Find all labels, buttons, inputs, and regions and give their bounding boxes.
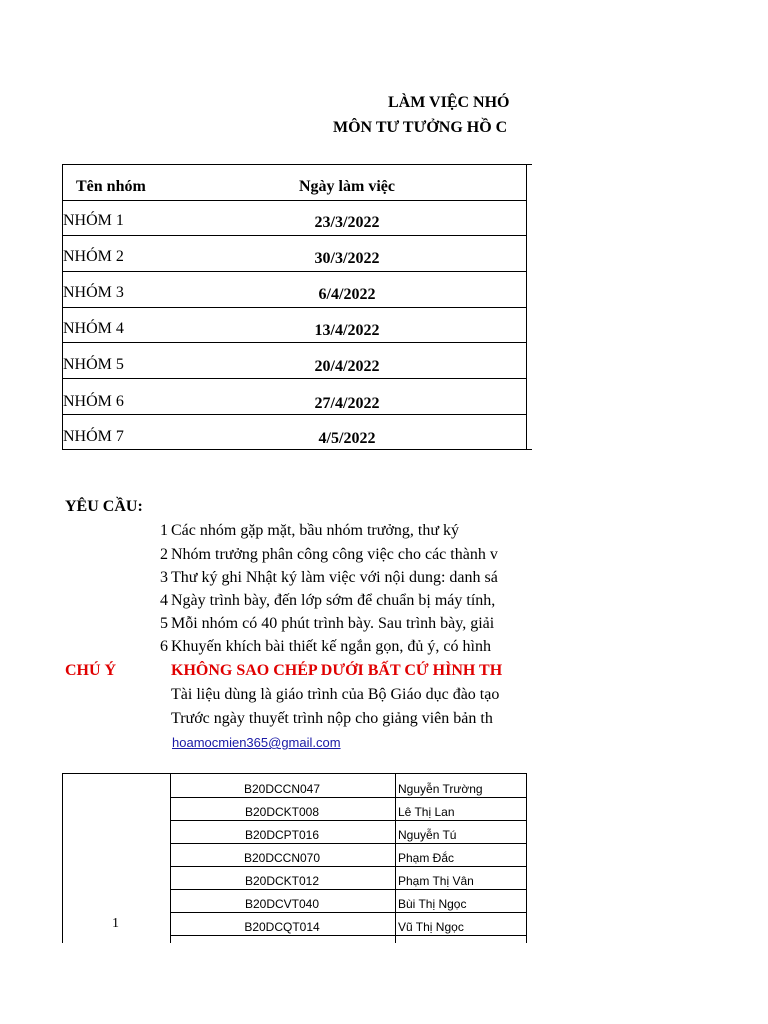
row-divider bbox=[62, 235, 527, 236]
date-cell: 4/5/2022 bbox=[318, 430, 376, 447]
column-divider bbox=[526, 773, 527, 943]
group-name-cell: NHÓM 3 bbox=[63, 284, 124, 301]
row-divider bbox=[170, 912, 527, 913]
requirement-number: 4 bbox=[160, 592, 168, 609]
requirement-text: Mỗi nhóm có 40 phút trình bày. Sau trình bày, giải bbox=[171, 615, 495, 632]
student-id: B20DCCN047 bbox=[243, 782, 321, 796]
row-divider bbox=[170, 866, 527, 867]
group-number: 1 bbox=[112, 916, 119, 931]
email-link[interactable]: hoamocmien365@gmail.com bbox=[172, 735, 341, 750]
column-divider bbox=[62, 773, 63, 943]
note-line: Tài liệu dùng là giáo trình của Bộ Giáo dục đào tạo bbox=[171, 686, 500, 703]
title-line-2: MÔN TƯ TƯỞNG HỒ C bbox=[333, 119, 508, 136]
row-divider bbox=[62, 414, 527, 415]
group-name-cell: NHÓM 5 bbox=[63, 356, 124, 373]
date-cell: 30/3/2022 bbox=[314, 250, 380, 267]
members-table bbox=[62, 773, 532, 943]
date-cell: 23/3/2022 bbox=[314, 214, 380, 231]
group-name-cell: NHÓM 4 bbox=[63, 320, 124, 337]
title-line-1: LÀM VIỆC NHÓ bbox=[388, 94, 510, 111]
note-line: Trước ngày thuyết trình nộp cho giảng viên bản th bbox=[171, 710, 493, 727]
row-divider bbox=[62, 200, 527, 201]
row-divider bbox=[170, 797, 527, 798]
requirement-number: 6 bbox=[160, 638, 168, 655]
note-label: CHÚ Ý bbox=[65, 662, 117, 679]
row-divider bbox=[62, 378, 527, 379]
group-name-cell: NHÓM 6 bbox=[63, 393, 124, 410]
student-name: Nguyễn Trường bbox=[398, 782, 483, 796]
group-name-cell: NHÓM 1 bbox=[63, 212, 124, 229]
requirement-number: 2 bbox=[160, 546, 168, 563]
row-divider bbox=[170, 843, 527, 844]
student-id: B20DCKT008 bbox=[244, 805, 320, 819]
requirements-title: YÊU CẦU: bbox=[65, 498, 143, 515]
group-name-cell: NHÓM 7 bbox=[63, 428, 124, 445]
student-id: B20DCCN070 bbox=[243, 851, 321, 865]
row-divider bbox=[62, 307, 527, 308]
row-divider bbox=[170, 935, 527, 936]
row-divider bbox=[62, 342, 527, 343]
header-group-name: Tên nhóm bbox=[76, 178, 146, 195]
row-divider bbox=[170, 889, 527, 890]
date-cell: 13/4/2022 bbox=[314, 322, 380, 339]
group-name-cell: NHÓM 2 bbox=[63, 248, 124, 265]
note-warning: KHÔNG SAO CHÉP DƯỚI BẤT CỨ HÌNH TH bbox=[171, 662, 503, 679]
student-name: Phạm Thị Vân bbox=[398, 874, 474, 888]
student-id: B20DCPT016 bbox=[244, 828, 320, 842]
requirement-text: Thư ký ghi Nhật ký làm việc với nội dung: danh sá bbox=[171, 569, 498, 586]
date-cell: 27/4/2022 bbox=[314, 395, 380, 412]
student-name: Vũ Thị Ngọc bbox=[398, 920, 464, 934]
requirement-number: 1 bbox=[160, 522, 168, 539]
student-name: Phạm Đắc bbox=[398, 851, 455, 865]
student-name: Bùi Thị Ngọc bbox=[398, 897, 467, 911]
column-divider bbox=[170, 773, 171, 943]
student-name: Lê Thị Lan bbox=[398, 805, 455, 819]
requirement-number: 3 bbox=[160, 569, 168, 586]
requirement-text: Ngày trình bày, đến lớp sớm để chuẩn bị máy tính, bbox=[171, 592, 496, 609]
requirement-number: 5 bbox=[160, 615, 168, 632]
student-name: Nguyễn Tú bbox=[398, 828, 457, 842]
row-divider bbox=[170, 820, 527, 821]
student-id: B20DCKT012 bbox=[244, 874, 320, 888]
row-divider bbox=[62, 271, 527, 272]
requirement-text: Các nhóm gặp mặt, bầu nhóm trưởng, thư ký bbox=[171, 522, 459, 539]
date-cell: 6/4/2022 bbox=[318, 286, 376, 303]
schedule-table bbox=[62, 164, 532, 450]
requirement-text: Khuyến khích bài thiết kế ngắn gọn, đủ ý, có hình bbox=[171, 638, 491, 655]
header-work-date: Ngày làm việc bbox=[299, 178, 395, 195]
requirement-text: Nhóm trưởng phân công công việc cho các thành v bbox=[171, 546, 498, 563]
column-divider bbox=[395, 773, 396, 943]
student-id: B20DCVT040 bbox=[244, 897, 320, 911]
date-cell: 20/4/2022 bbox=[314, 358, 380, 375]
student-id: B20DCQT014 bbox=[244, 920, 320, 934]
row-divider bbox=[62, 773, 527, 774]
